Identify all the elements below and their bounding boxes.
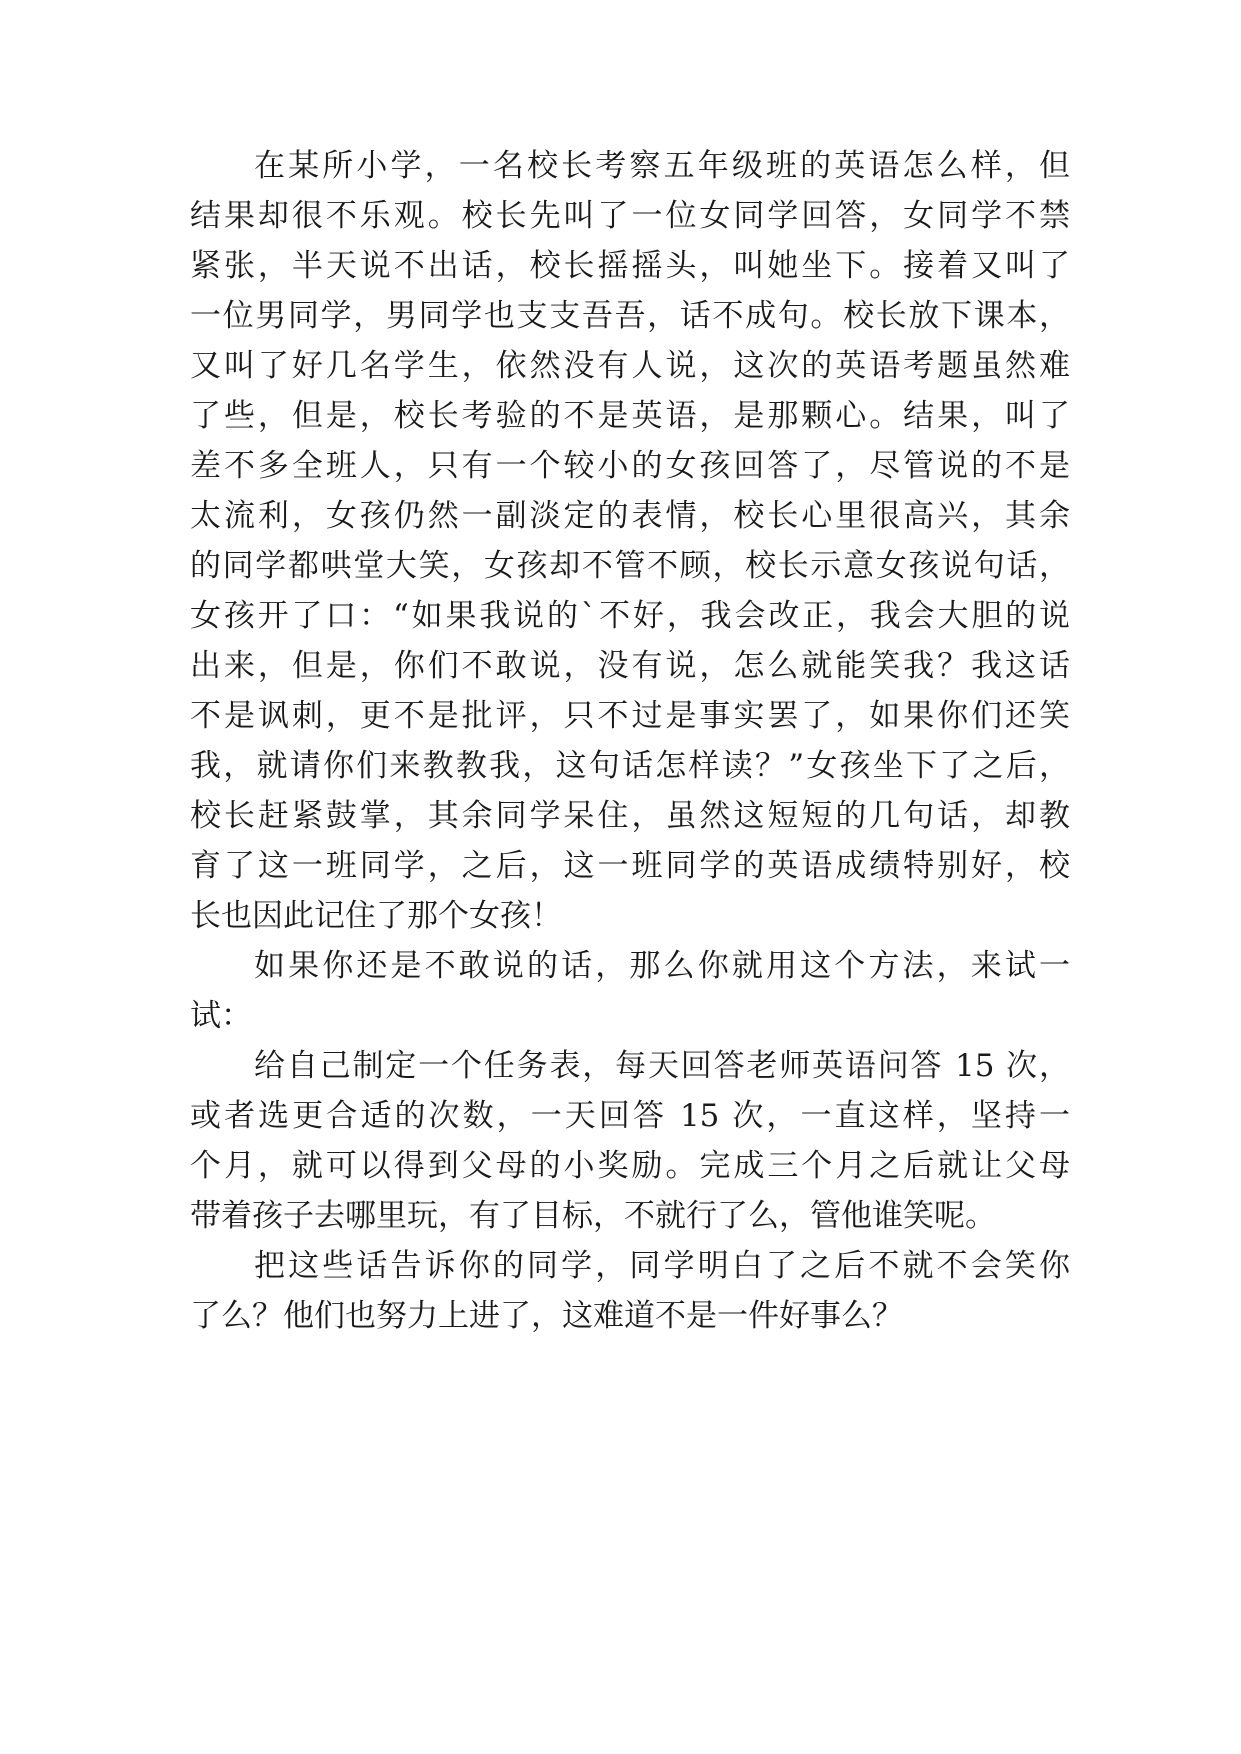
paragraph-2-line-1: 如果你还是不敢说的话，那么你就用这个方法，来试一: [254, 948, 1070, 984]
paragraph-1-line-2: 结果却很不乐观。校长先叫了一位女同学回答，女同学不禁: [190, 198, 1070, 234]
paragraph-3-line-3: 个月，就可以得到父母的小奖励。完成三个月之后就让父母: [190, 1148, 1070, 1184]
paragraph-2-line-2: 试：: [190, 998, 252, 1034]
paragraph-1-line-5: 又叫了好几名学生，依然没有人说，这次的英语考题虽然难: [190, 348, 1070, 384]
paragraph-1-line-1: 在某所小学，一名校长考察五年级班的英语怎么样，但: [254, 148, 1070, 184]
paragraph-1-line-14: 校长赶紧鼓掌，其余同学呆住，虽然这短短的几句话，却教: [190, 798, 1070, 834]
paragraph-1-line-10: 女孩开了口：“如果我说的`不好，我会改正，我会大胆的说: [190, 598, 1070, 634]
paragraph-4-line-2: 了么？他们也努力上进了，这难道不是一件好事么？: [190, 1298, 903, 1334]
paragraph-1-line-12: 不是讽刺，更不是批评，只不过是事实罢了，如果你们还笑: [190, 698, 1070, 734]
paragraph-1-line-3: 紧张，半天说不出话，校长摇摇头，叫她坐下。接着又叫了: [190, 248, 1070, 284]
paragraph-3-line-2: 或者选更合适的次数，一天回答 15 次，一直这样，坚持一: [190, 1098, 1070, 1134]
paragraph-1-line-11: 出来，但是，你们不敢说，没有说，怎么就能笑我？我这话: [190, 648, 1070, 684]
paragraph-1-line-15: 育了这一班同学，之后，这一班同学的英语成绩特别好，校: [190, 848, 1070, 884]
paragraph-1-line-4: 一位男同学，男同学也支支吾吾，话不成句。校长放下课本，: [190, 298, 1070, 334]
paragraph-1-line-6: 了些，但是，校长考验的不是英语，是那颗心。结果，叫了: [190, 398, 1070, 434]
paragraph-3-line-1: 给自己制定一个任务表，每天回答老师英语问答 15 次，: [254, 1048, 1070, 1084]
paragraph-4-line-1: 把这些话告诉你的同学，同学明白了之后不就不会笑你: [254, 1248, 1070, 1284]
paragraph-1-line-13: 我，就请你们来教教我，这句话怎样读？”女孩坐下了之后，: [190, 748, 1070, 784]
paragraph-1-line-8: 太流利，女孩仍然一副淡定的表情，校长心里很高兴，其余: [190, 498, 1070, 534]
paragraph-3-line-4: 带着孩子去哪里玩，有了目标，不就行了么，管他谁笑呢。: [190, 1198, 996, 1234]
paragraph-1-line-16: 长也因此记住了那个女孩！: [190, 898, 562, 934]
paragraph-1-line-7: 差不多全班人，只有一个较小的女孩回答了，尽管说的不是: [190, 448, 1070, 484]
paragraph-1-line-9: 的同学都哄堂大笑，女孩却不管不顾，校长示意女孩说句话，: [190, 548, 1070, 584]
